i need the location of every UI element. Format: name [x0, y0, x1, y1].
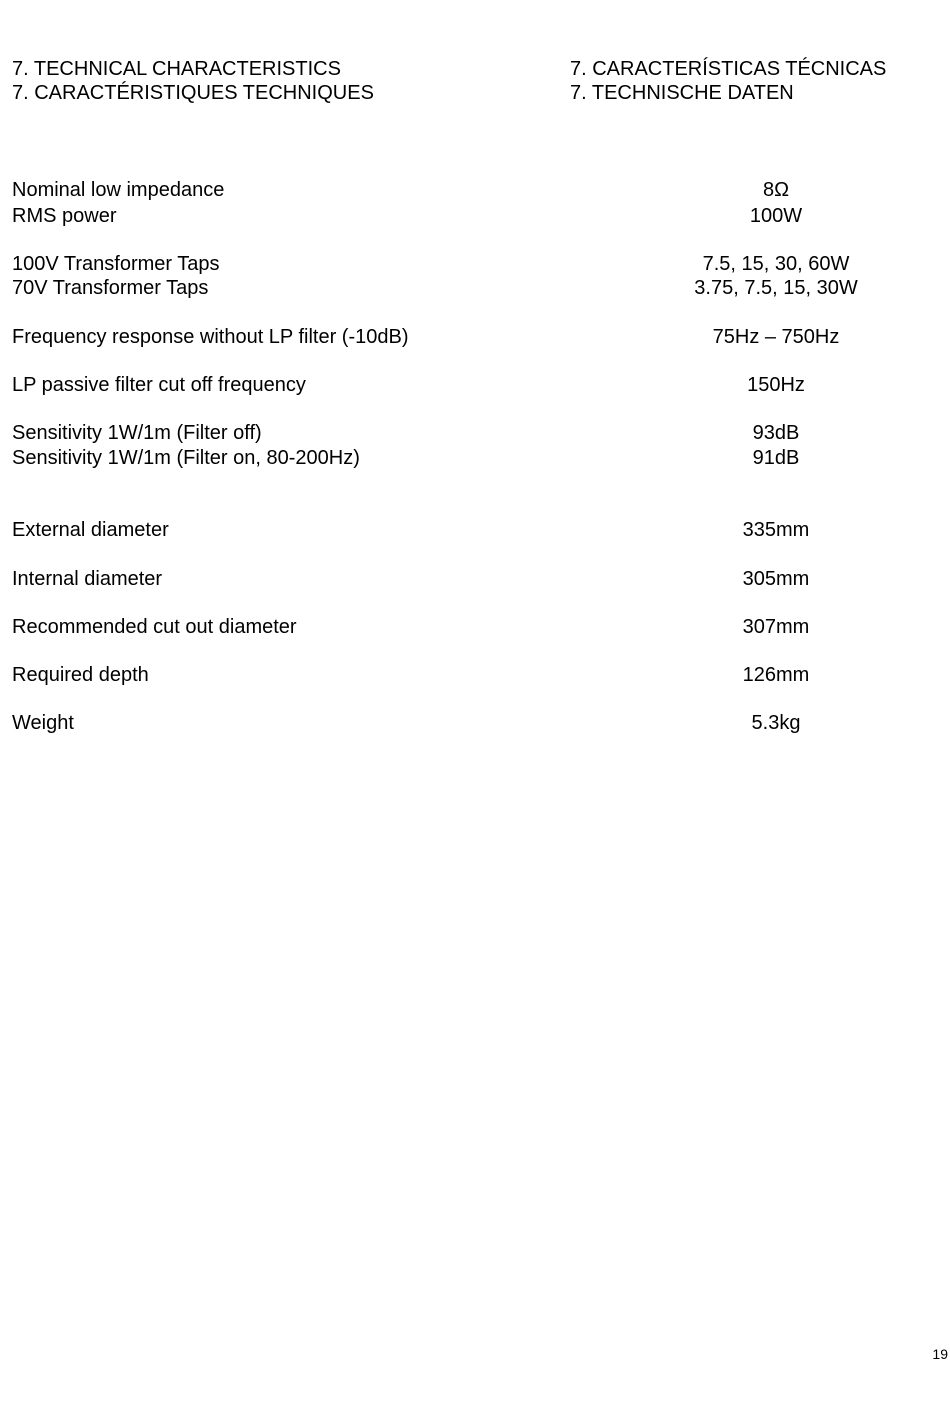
spec-value: 150Hz — [747, 374, 805, 396]
spec-row-required-depth — [0, 663, 950, 687]
spec-row-100v-taps — [0, 252, 950, 276]
spec-value: 335mm — [742, 519, 810, 541]
spec-label: Internal diameter — [12, 568, 163, 590]
page-number: 19 — [932, 1346, 948, 1362]
spec-value: 8Ω — [762, 179, 790, 201]
spec-value: 7.5, 15, 30, 60W — [702, 253, 850, 275]
heading-german: 7. TECHNISCHE DATEN — [570, 82, 794, 104]
spec-row-cut-out-diameter — [0, 615, 950, 639]
spec-value: 3.75, 7.5, 15, 30W — [694, 277, 858, 299]
spec-label: Nominal low impedance — [12, 179, 225, 201]
spec-label: Frequency response without LP filter (-10dB) — [12, 326, 409, 348]
spec-value: 100W — [749, 205, 803, 227]
spec-row-external-diameter — [0, 518, 950, 542]
spec-row-internal-diameter — [0, 567, 950, 591]
spec-label: LP passive filter cut off frequency — [12, 374, 306, 396]
spec-row-sensitivity-filter-on — [0, 446, 950, 470]
spec-row-weight — [0, 711, 950, 735]
spec-row-nominal-impedance — [0, 178, 950, 202]
spec-value: 307mm — [742, 616, 810, 638]
spec-label: 100V Transformer Taps — [12, 253, 220, 275]
spec-value: 305mm — [742, 568, 810, 590]
spec-label: Required depth — [12, 664, 149, 686]
spec-label: Recommended cut out diameter — [12, 616, 297, 638]
spec-row-rms-power — [0, 204, 950, 228]
spec-value: 91dB — [752, 447, 800, 469]
spec-label: External diameter — [12, 519, 169, 541]
heading-french: 7. CARACTÉRISTIQUES TECHNIQUES — [12, 82, 374, 104]
spec-label: Sensitivity 1W/1m (Filter on, 80-200Hz) — [12, 447, 360, 469]
heading-spanish: 7. CARACTERÍSTICAS TÉCNICAS — [570, 58, 887, 80]
spec-label: 70V Transformer Taps — [12, 277, 209, 299]
spec-row-frequency-response — [0, 325, 950, 349]
spec-value: 126mm — [742, 664, 810, 686]
spec-label: Weight — [12, 712, 74, 734]
spec-value: 93dB — [752, 422, 800, 444]
heading-english: 7. TECHNICAL CHARACTERISTICS — [12, 58, 341, 80]
spec-label: RMS power — [12, 205, 117, 227]
spec-value: 75Hz – 750Hz — [712, 326, 840, 348]
spec-row-sensitivity-filter-off — [0, 421, 950, 445]
spec-row-70v-taps — [0, 276, 950, 300]
spec-value: 5.3kg — [751, 712, 801, 734]
spec-label: Sensitivity 1W/1m (Filter off) — [12, 422, 262, 444]
spec-row-lp-filter-cutoff — [0, 373, 950, 397]
